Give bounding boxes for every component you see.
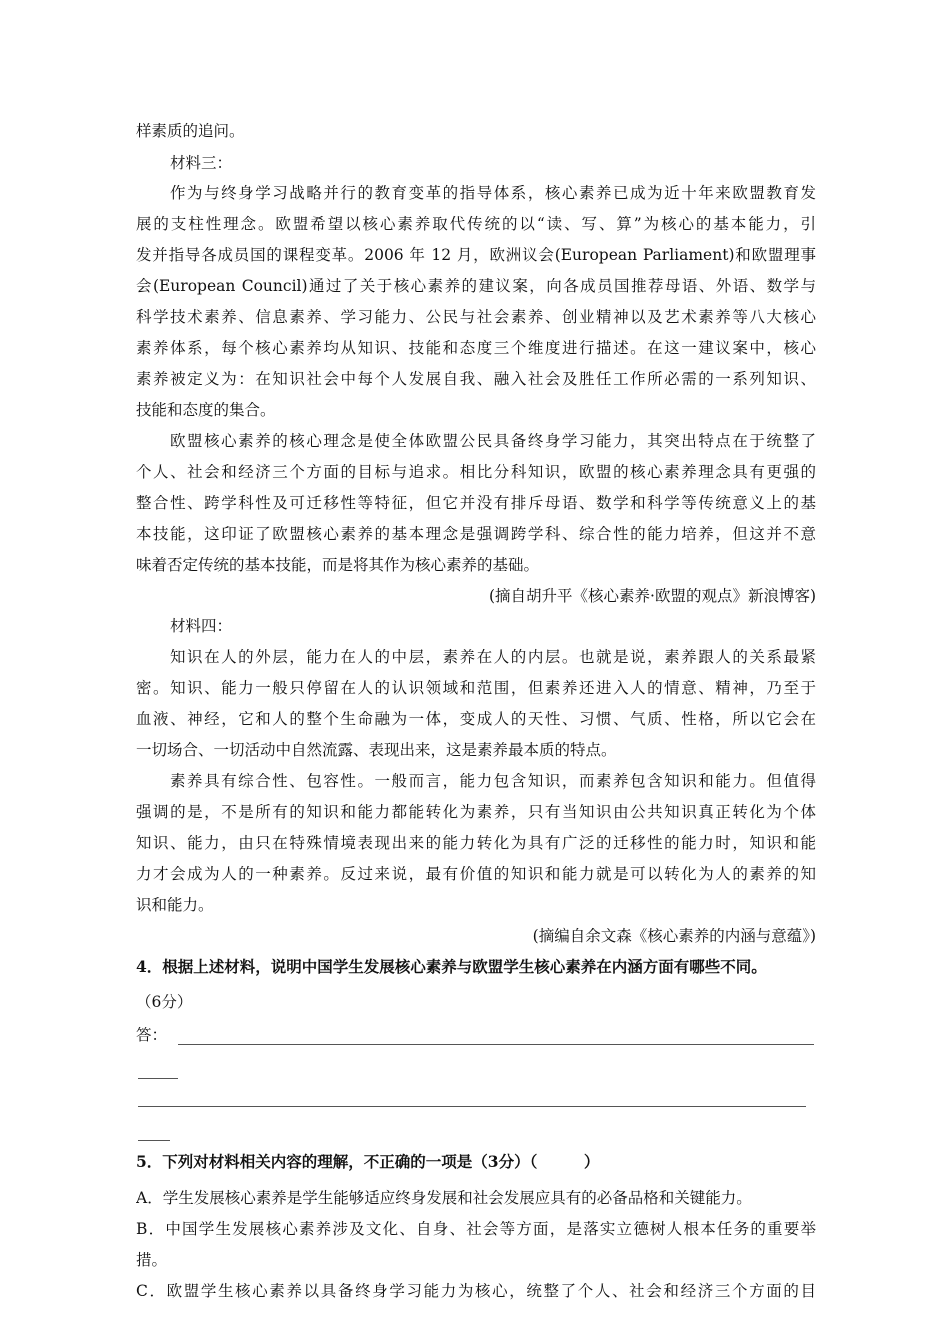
text-line: 素养被定义为：在知识社会中每个人发展自我、融入社会及胜任工作所必需的一系列知识、 xyxy=(136,370,816,388)
text-line: 力才会成为人的一种素养。反过来说，最有价值的知识和能力就是可以转化为人的素养的知 xyxy=(136,865,816,883)
answer-line[interactable] xyxy=(138,1078,178,1079)
text-line: 作为与终身学习战略并行的教育变革的指导体系，核心素养已成为近十年来欧盟教育发 xyxy=(170,184,816,202)
text-line: 素养具有综合性、包容性。一般而言，能力包含知识，而素养包含知识和能力。但值得 xyxy=(170,772,816,790)
text-line: 素养体系，每个核心素养均从知识、技能和态度三个维度进行描述。在这一建议案中，核心 xyxy=(136,339,816,357)
text-line: 血液、神经，它和人的整个生命融为一体，变成人的天性、习惯、气质、性格，所以它会在 xyxy=(136,710,816,728)
text-line: 强调的是，不是所有的知识和能力都能转化为素养，只有当知识由公共知识真正转化为个体 xyxy=(136,803,816,821)
text-line: 密。知识、能力一般只停留在人的认识领域和范围，但素养还进入人的情意、精神，乃至于 xyxy=(136,679,816,697)
section-heading-material-3: 材料三： xyxy=(170,154,233,172)
text-line: 整合性、跨学科性及可迁移性等特征，但它并没有排斥母语、数学和科学等传统意义上的基 xyxy=(136,494,816,512)
answer-line[interactable] xyxy=(138,1106,806,1107)
option-b[interactable]: B．中国学生发展核心素养涉及文化、自身、社会等方面，是落实立德树人根本任务的重要举 xyxy=(136,1220,816,1238)
text-line: 本技能，这印证了欧盟核心素养的基本理念是强调跨学科、综合性的能力培养，但这并不意 xyxy=(136,525,816,543)
text-line: 展的支柱性理念。欧盟希望以核心素养取代传统的以“读、写、算”为核心的基本能力，引 xyxy=(136,215,816,233)
text-line: 个人、社会和经济三个方面的目标与追求。相比分科知识，欧盟的核心素养理念具有更强的 xyxy=(136,463,816,481)
text-line: 会(European Council)通过了关于核心素养的建议案，向各成员国推荐母语、外语、数学与 xyxy=(136,277,816,295)
text-line: 知识在人的外层，能力在人的中层，素养在人的内层。也就是说，素养跟人的关系最紧 xyxy=(170,648,816,666)
section-heading-material-4: 材料四： xyxy=(170,617,233,635)
option-c[interactable]: C．欧盟学生核心素养以具备终身学习能力为核心，统整了个人、社会和经济三个方面的目 xyxy=(136,1282,816,1300)
source-citation: (摘编自余文森《核心素养的内涵与意蕴》) xyxy=(532,927,816,945)
answer-label: 答： xyxy=(136,1026,168,1044)
text-line: 科学技术素养、信息素养、学习能力、公民与社会素养、创业精神以及艺术素养等八大核心 xyxy=(136,308,816,326)
source-citation: (摘自胡升平《核心素养·欧盟的观点》新浪博客) xyxy=(488,587,816,605)
answer-line[interactable] xyxy=(138,1140,170,1141)
text-line: 知识、能力，由只在特殊情境表现出来的能力转化为具有广泛的迁移性的能力时，知识和能 xyxy=(136,834,816,852)
text-line: 味着否定传统的基本技能，而是将其作为核心素养的基础。 xyxy=(136,556,540,574)
option-a[interactable]: A．学生发展核心素养是学生能够适应终身发展和社会发展应具有的必备品格和关键能力。 xyxy=(136,1189,752,1207)
option-b-continued: 措。 xyxy=(136,1251,168,1269)
text-line: 技能和态度的集合。 xyxy=(136,401,276,419)
question-4-score: （6分） xyxy=(136,993,193,1011)
text-line: 样素质的追问。 xyxy=(136,122,245,140)
text-line: 欧盟核心素养的核心理念是使全体欧盟公民具备终身学习能力，其突出特点在于统整了 xyxy=(170,432,816,450)
text-line: 一切场合、一切活动中自然流露、表现出来，这是素养最本质的特点。 xyxy=(136,741,617,759)
question-5: 5．下列对材料相关内容的理解，不正确的一项是（3分）（ ） xyxy=(136,1152,600,1171)
text-line: 识和能力。 xyxy=(136,896,214,914)
answer-line[interactable] xyxy=(178,1044,814,1045)
text-line: 发并指导各成员国的课程变革。2006 年 12 月，欧洲议会(European Parliament)和欧盟理事 xyxy=(136,246,816,264)
question-4: 4．根据上述材料，说明中国学生发展核心素养与欧盟学生核心素养在内涵方面有哪些不同。 xyxy=(136,957,767,976)
